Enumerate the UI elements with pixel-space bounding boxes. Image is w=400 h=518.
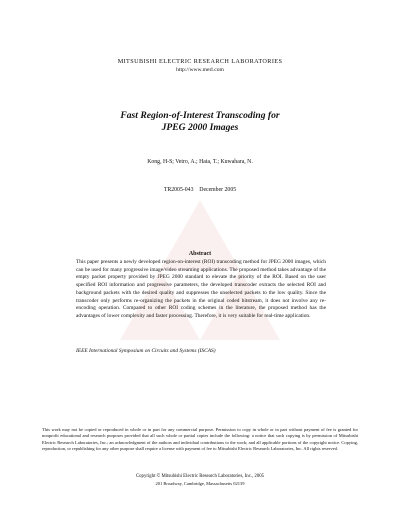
address-line: 201 Broadway, Cambridge, Massachusetts 02139 [155, 481, 245, 486]
copyright-line: Copyright © Mitsubishi Electric Research Laboratories, Inc., 2005 [135, 474, 265, 479]
authors: Kong, H-S; Vetro, A.; Hata, T.; Kuwahara, N. [147, 159, 253, 165]
abstract-heading: Abstract [188, 251, 212, 257]
lab-name: MITSUBISHI ELECTRIC RESEARCH LABORATORIES [117, 58, 283, 65]
abstract-text: This paper presents a newly developed region-on-interest (ROI) transcoding method for JPEG 2000 images, which can be used for many progressive image/video streaming applications. The proposed method takes advantage of the empty packet property provided by JPEG 2000 standard to elevate the priority of the ROI. Based on the user specified ROI information and progressive parameters, the developed transcoder extracts the selected ROI and background packets with the desired quality and suppresses the unselected packets to the low quality. Since the transcoder only performs re-organizing the packets in the original coded bitstream, it does not involve any re-encoding operation. Compared to other ROI coding schemes in the literature, the proposed method has the advantages of lower complexity and faster processing. Therefore, it is very suitable for real-time application. [76, 259, 326, 319]
publication-venue: IEEE International Symposium on Circuits and Systems (ISCAS) [76, 348, 216, 354]
paper-title-line-2: JPEG 2000 Images [161, 122, 239, 133]
lab-url[interactable]: http://www.merl.com [176, 67, 224, 73]
paper-title-line-1: Fast Region-of-Interest Transcoding for [120, 110, 280, 121]
copyright-notice: This work may not be copied or reproduced in whole or in part for any commercial purpose. Permission to copy in whole or in part without payment of fee is granted for nonprofit educational and research purposes provided that all such whole or partial copies include the following: a notice that such copying is by permission of Mitsubishi Electric Research Laboratories, Inc.; an acknowledgment of the authors and individual contributions to the work; and all applicable portions of the copyright notice. Copying, reproduction, or republishing for any other purpose shall require a license with payment of fee to Mitsubishi Electric Research Laboratories, Inc. All rights reserved. [42, 427, 358, 451]
report-number-date: TR2005-043 December 2005 [163, 187, 237, 193]
paper-title [0, 110, 400, 134]
